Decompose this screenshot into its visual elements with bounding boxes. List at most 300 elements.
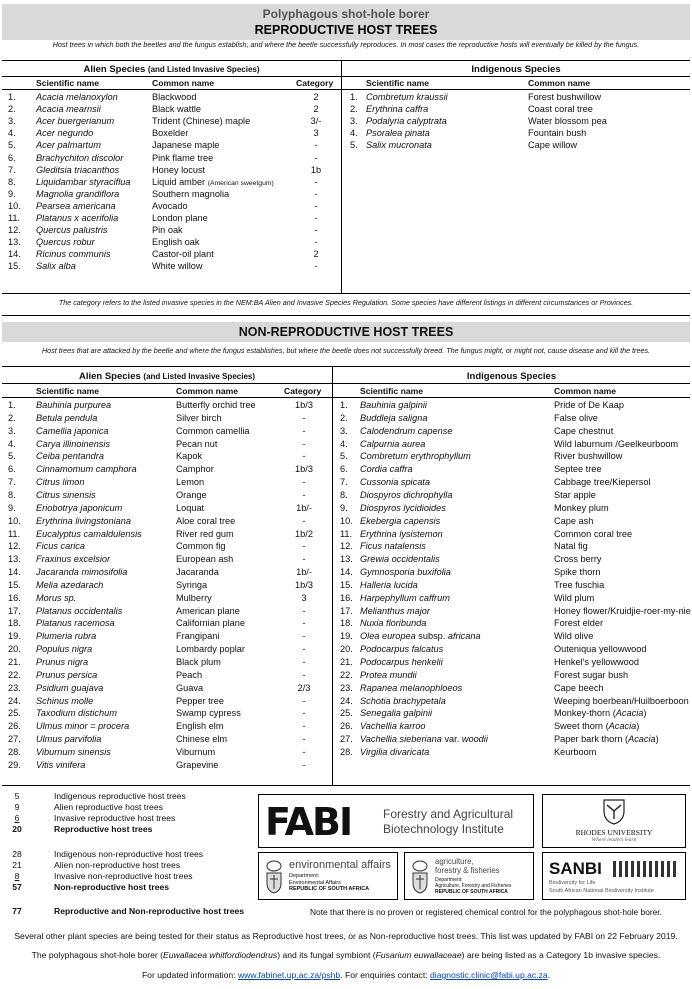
category-value: - <box>302 425 306 436</box>
scientific-name <box>360 643 443 655</box>
category-value: - <box>302 734 306 745</box>
scientific-name-text: Eriobotrya japonicum <box>36 502 123 513</box>
scientific-name <box>360 566 451 578</box>
row-number: 1. <box>340 400 348 410</box>
col-common-name: Common name <box>554 386 617 396</box>
scientific-name-text: Citrus limon <box>36 477 85 488</box>
common-name <box>554 669 628 681</box>
rhodes-name: RHODES UNIVERSITY <box>575 828 653 837</box>
common-name <box>554 412 598 424</box>
scientific-name-text: Combretum kraussii <box>366 92 448 102</box>
category-value: 1b/- <box>296 502 312 513</box>
env-name: environmental affairs <box>289 859 391 871</box>
col-common-name: Common name <box>176 386 239 396</box>
table-row <box>0 669 692 681</box>
category-value: - <box>302 541 306 552</box>
scientific-name <box>36 212 118 224</box>
rhodes-motto: Where leaders learn <box>591 837 637 843</box>
scientific-name-text: Taxodium distichum <box>36 708 117 719</box>
scientific-name <box>360 425 452 437</box>
row-number: 10. <box>340 515 353 526</box>
scientific-name-text: Morus sp. <box>36 592 77 603</box>
scientific-name-text: Melia azedarach <box>36 579 104 590</box>
row-number: 1. <box>8 92 16 102</box>
summary-row <box>6 882 170 893</box>
common-name-text: Wild olive <box>554 631 594 642</box>
row-number: 22. <box>8 669 21 680</box>
scientific-name-text: Prunus persica <box>36 669 98 680</box>
common-name <box>554 643 646 655</box>
common-name-text: Californian plane <box>176 618 245 629</box>
summary-row <box>6 824 153 835</box>
common-name-text: Black plum <box>176 657 221 667</box>
common-name-text: Cape beech <box>554 682 604 693</box>
row-number: 4. <box>8 128 16 139</box>
table-row <box>0 476 692 488</box>
row-number: 5. <box>340 451 348 462</box>
row-number: 13. <box>8 237 21 248</box>
listing-note: The polyphagous shot-hole borer (Euwallacea whitfordiodendrus) and its fungal symbiont (Fusarium euwallaceae) are being listed as a Category 1b invasive species. <box>31 950 661 960</box>
common-name-text: Butterfly orchid tree <box>176 400 256 410</box>
common-name-text: Honey flower/Kruidjie-roer-my-nie <box>554 605 691 616</box>
coat-of-arms-icon <box>263 859 285 895</box>
scientific-name-text: Podocarpus falcatus <box>360 644 444 655</box>
row-number: 26. <box>8 721 21 732</box>
env-department: Department: Environmental Affairs REPUBLIC OF SOUTH AFRICA <box>289 873 370 892</box>
row-number: 12. <box>340 541 353 552</box>
row-number: 11. <box>8 213 21 223</box>
row-number: 2. <box>340 412 348 423</box>
divider <box>2 785 690 786</box>
common-name <box>554 476 651 488</box>
email-link[interactable]: diagnostic.clinic@fabi.up.ac.za <box>430 970 548 980</box>
common-name-text: Wild plum <box>554 592 595 603</box>
scientific-name-text: Buddleja saligna <box>360 412 428 423</box>
table-row <box>0 200 692 212</box>
summary-label: Alien reproductive host trees <box>54 802 163 812</box>
scientific-name-text: Quercus palustris <box>36 225 108 236</box>
common-name <box>554 528 632 540</box>
scientific-name-text: Senegalia galpinii <box>360 708 433 719</box>
chemical-control-note: Note that there is no proven or registered chemical control for the polyphagous shot-hole borer. <box>310 907 662 917</box>
table-row <box>0 450 692 462</box>
table-row <box>0 248 692 260</box>
row-number: 9. <box>8 502 16 513</box>
common-name-text: Fountain bush <box>528 128 587 139</box>
category-value: - <box>302 708 306 719</box>
category-value: - <box>302 657 306 667</box>
row-number: 7. <box>340 477 348 488</box>
scientific-name-text: Olea europea <box>360 631 416 642</box>
table-row <box>0 733 692 745</box>
table-row <box>0 425 692 437</box>
row-number: 2. <box>8 104 16 115</box>
scientific-name-text: Bauhinia purpurea <box>36 400 112 410</box>
summary-count: 28 <box>12 849 22 859</box>
common-name-text: Sweet thorn <box>554 721 604 732</box>
nonreproductive-intro: Host trees that are attacked by the beetle and where the fungus establishes, but where the beetle does not successfully breed. The fungus might, or might not, cause disease and kill the trees. <box>41 346 651 355</box>
category-value: - <box>302 631 306 642</box>
row-number: 15. <box>340 579 353 590</box>
row-number: 13. <box>8 554 21 565</box>
title-bar <box>2 4 690 40</box>
scientific-name-text: Melianthus major <box>360 605 430 616</box>
scientific-name <box>36 248 111 260</box>
scientific-name <box>366 127 430 139</box>
scientific-name <box>360 528 443 540</box>
common-name-text: English elm <box>176 721 224 732</box>
common-name-text: Tree fuschia <box>554 579 605 590</box>
summary-row <box>6 871 193 882</box>
row-number: 24. <box>8 695 21 706</box>
category-value: - <box>314 261 318 272</box>
row-number: 12. <box>8 225 21 236</box>
agri-department: Department: Agriculture, Forestry and Fisheries REPUBLIC OF SOUTH AFRICA <box>435 877 512 895</box>
row-number: 10. <box>8 515 21 526</box>
common-name-text: Common fig <box>176 541 226 552</box>
summary-count: 77 <box>12 906 22 916</box>
common-name-text: Cabbage tree/Kiepersol <box>554 477 651 488</box>
table-row <box>0 656 692 668</box>
scientific-name <box>360 630 481 642</box>
common-name-text: Common camellia <box>176 425 250 436</box>
category-value: - <box>302 759 306 770</box>
table-row <box>0 746 692 758</box>
infraspecific-name: africana <box>447 631 481 642</box>
agri-name: agriculture, forestry & fisheries <box>435 857 500 875</box>
col-scientific-name: Scientific name <box>36 386 100 396</box>
table-row <box>0 720 692 732</box>
category-value: 1b/- <box>296 567 312 578</box>
scientific-name <box>360 669 417 681</box>
common-name <box>152 212 208 224</box>
category-value: 2 <box>313 249 319 260</box>
summary-count: 57 <box>12 882 22 892</box>
category-value: - <box>302 489 306 500</box>
common-name <box>152 248 214 260</box>
table-row <box>0 489 692 501</box>
category-value: 2 <box>313 104 319 115</box>
common-name-text: Guava <box>176 682 204 693</box>
common-name: Sweet thorn (Acacia) <box>554 721 640 732</box>
category-value: 3/- <box>310 116 322 127</box>
scientific-name <box>360 605 430 617</box>
summary-label: Indigenous non-reproductive host trees <box>54 849 204 859</box>
scientific-name-text: Diospyros dichrophylla <box>360 489 453 500</box>
common-name-text: Blackwood <box>152 92 197 102</box>
table-row <box>0 399 692 411</box>
common-name-text: Pink flame tree <box>152 152 214 163</box>
summary-label: Reproductive host trees <box>54 824 153 834</box>
rank-text: subsp. <box>418 631 446 642</box>
row-number: 25. <box>8 708 21 719</box>
scientific-name-text: Protea mundii <box>360 669 417 680</box>
scientific-name <box>360 720 426 732</box>
scientific-name-text: Cussonia spicata <box>360 477 430 488</box>
common-name-text: River red gum <box>176 528 234 539</box>
common-name <box>554 579 604 591</box>
scientific-name <box>366 103 428 115</box>
summary-row <box>6 860 181 871</box>
row-number: 29. <box>8 759 21 770</box>
infraspecific-name: woodii <box>461 734 488 745</box>
row-number: 27. <box>8 734 21 745</box>
row-number: 23. <box>8 682 21 693</box>
common-name-text: Coast coral tree <box>528 104 593 115</box>
scientific-name-text: Ricinus communis <box>36 249 111 260</box>
common-name-text: Cape ash <box>554 515 594 526</box>
common-name <box>554 566 600 578</box>
row-number: 3. <box>8 116 16 127</box>
rhodes-logo <box>542 794 686 848</box>
scientific-name-text: Schinus molle <box>36 695 94 706</box>
common-name <box>554 746 596 758</box>
scientific-name-text: Grewia occidentalis <box>360 554 440 565</box>
row-number: 18. <box>340 618 353 629</box>
row-number: 27. <box>340 734 353 745</box>
common-name <box>152 152 213 164</box>
table-row <box>0 224 692 236</box>
common-name-text: Pecan nut <box>176 438 218 449</box>
scientific-name <box>36 176 130 188</box>
col-category: Category <box>296 78 334 88</box>
table-row <box>0 502 692 514</box>
scientific-name <box>36 224 108 236</box>
genus-name: Acacia <box>608 721 637 732</box>
common-name <box>554 463 602 475</box>
common-name-text: Henkel's yellowwood <box>554 657 639 667</box>
common-name-text: Jacaranda <box>176 567 219 578</box>
common-name <box>554 553 601 565</box>
category-value: - <box>314 140 318 151</box>
common-name-text: Orange <box>176 489 207 500</box>
scientific-name <box>360 502 446 514</box>
category-value: 1b/3 <box>295 579 313 590</box>
row-number: 1. <box>8 400 16 410</box>
scientific-name <box>36 200 116 212</box>
common-name-text: Frangipani <box>176 631 220 642</box>
row-number: 28. <box>8 746 21 757</box>
scientific-name-text: Psidium guajava <box>36 682 104 693</box>
reproductive-intro: Host trees in which both the beetles and the fungus establish, and where the beetle successfully reproduces. In most cases the reproductive hosts will eventually be killed by the fungus. <box>52 40 640 49</box>
category-value: - <box>302 746 306 757</box>
common-name-text: Weeping boerbean/Huilboerboon <box>554 695 689 706</box>
common-name-text: Cape willow <box>528 140 578 151</box>
summary-count: 20 <box>12 824 22 834</box>
common-name-text: Boxelder <box>152 128 189 139</box>
testing-note: Several other plant species are being tested for their status as Reproductive host trees, or as Non-reproductive host trees. This list was updated by FABI on 22 February 2019. <box>14 931 678 941</box>
common-name <box>528 127 586 139</box>
category-value: - <box>314 213 318 223</box>
scientific-name-text: Diospyros lycidioides <box>360 502 446 513</box>
common-name <box>554 630 593 642</box>
category-value: - <box>314 188 318 199</box>
common-name: Paper bark thorn (Acacia) <box>554 734 659 745</box>
category-value: - <box>302 644 306 655</box>
row-number: 6. <box>340 464 348 475</box>
sanbi-tagline: Biodiversity for Life <box>549 880 596 886</box>
table-row <box>0 164 692 176</box>
sanbi-mark: SANBI <box>549 859 602 878</box>
common-name <box>152 188 229 200</box>
scientific-name-text: Ulmus minor = procera <box>36 721 130 732</box>
summary-label: Invasive reproductive host trees <box>54 813 176 823</box>
scientific-name <box>360 682 462 694</box>
row-number: 22. <box>340 669 353 680</box>
category-value: - <box>314 200 318 211</box>
table-row <box>0 139 692 151</box>
scientific-name <box>360 412 427 424</box>
divider <box>2 89 690 90</box>
contact-line: For updated information: www.fabinet.up.ac.za/pshb. For enquiries contact: diagnostic.clinic@fabi.up.ac.za. <box>141 970 551 980</box>
scientific-name-text: Ficus natalensis <box>360 541 426 552</box>
summary-row <box>6 849 204 860</box>
row-number: 9. <box>8 188 16 199</box>
category-value: - <box>314 176 318 187</box>
common-name-text: Liquid amber <box>152 176 206 187</box>
scientific-name <box>360 489 452 501</box>
scientific-name <box>360 695 446 707</box>
scientific-name <box>360 733 488 745</box>
row-number: 4. <box>8 438 16 449</box>
sanbi-logo <box>542 852 686 900</box>
col-common-name: Common name <box>528 78 591 88</box>
divider <box>2 397 690 398</box>
col-common-name: Common name <box>152 78 215 88</box>
summary-count: 9 <box>14 802 20 812</box>
reproductive-heading: REPRODUCTIVE HOST TREES <box>254 23 438 37</box>
divider <box>2 383 690 384</box>
category-value: 1b/3 <box>295 400 313 410</box>
common-name-text: Common coral tree <box>554 528 633 539</box>
divider <box>2 366 690 367</box>
scientific-name-text: Plumeria rubra <box>36 631 97 642</box>
common-name-text: Swamp cypress <box>176 708 241 719</box>
scientific-name-text: Jacaranda mimosifolia <box>36 567 128 578</box>
category-value: - <box>302 515 306 526</box>
row-number: 5. <box>8 140 16 151</box>
repro-indigenous-heading: Indigenous Species <box>471 64 561 75</box>
summary-count: 6 <box>14 813 20 823</box>
common-name-text: Monkey-thorn <box>554 708 611 719</box>
scientific-name-text: Populus nigra <box>36 644 93 655</box>
shield-icon <box>603 799 625 825</box>
row-number: 17. <box>8 605 21 616</box>
common-name <box>152 200 188 212</box>
category-value: 2/3 <box>297 682 311 693</box>
scientific-name-text: Cordia caffra <box>360 464 413 475</box>
common-name-text: Forest bushwillow <box>528 92 602 102</box>
common-name <box>528 115 607 127</box>
common-name <box>554 540 588 552</box>
common-name-text: Castor-oil plant <box>152 249 214 260</box>
row-number: 8. <box>8 489 16 500</box>
scientific-name-text: Gymnosporia buxifolia <box>360 567 451 578</box>
common-name <box>554 425 613 437</box>
row-number: 3. <box>340 425 348 436</box>
table-row <box>0 127 692 139</box>
coat-of-arms-icon <box>409 859 431 895</box>
row-number: 11. <box>8 528 21 539</box>
row-number: 15. <box>8 261 21 272</box>
scientific-name-text: Camellia japonica <box>36 425 109 436</box>
scientific-name-text: Erythrina lysistemon <box>360 528 443 539</box>
row-number: 13. <box>340 554 353 565</box>
common-name-text: Honey locust <box>152 164 206 175</box>
summary-label: Reproductive and Non-reproductive host trees <box>54 906 245 916</box>
row-number: 18. <box>8 618 21 629</box>
row-number: 2. <box>8 412 16 423</box>
common-name-text: Viburnum <box>176 746 216 757</box>
common-name <box>554 489 596 501</box>
scientific-name-text: Rapanea melanophloeos <box>360 682 463 693</box>
divider <box>2 76 690 77</box>
common-name-text: Kapok <box>176 451 203 462</box>
category-value: 1b/2 <box>295 528 313 539</box>
scientific-name <box>360 463 413 475</box>
scientific-name-text: Brachychiton discolor <box>36 152 124 163</box>
scientific-name-text: Prunus nigra <box>36 657 89 667</box>
common-name-text: Camphor <box>176 464 214 475</box>
common-name-text: European ash <box>176 554 234 565</box>
document-title: Polyphagous shot-hole borer <box>262 7 430 21</box>
row-number: 19. <box>8 631 21 642</box>
scientific-name <box>366 115 447 127</box>
scientific-name-text: Harpephyllum caffrum <box>360 592 450 603</box>
row-number: 20. <box>340 644 353 655</box>
genus-name: Acacia <box>615 708 644 719</box>
common-name <box>554 438 678 450</box>
common-name-text: Cross berry <box>554 554 602 565</box>
row-number: 14. <box>8 567 21 578</box>
scientific-name-text: Acer buergerianum <box>36 116 115 127</box>
scientific-name-text: Viburnum sinensis <box>36 746 111 757</box>
info-link[interactable]: www.fabinet.up.ac.za/pshb <box>237 970 341 980</box>
scientific-name-text: Vachellia karroo <box>360 721 426 732</box>
scientific-name-text: Acer negundo <box>36 128 94 139</box>
row-number: 17. <box>340 605 353 616</box>
scientific-name-text: Acacia mearnsii <box>36 104 101 115</box>
common-name <box>554 592 594 604</box>
scientific-name-text: Calodendrum capense <box>360 425 453 436</box>
scientific-name-text: Ceiba pentandra <box>36 451 104 462</box>
scientific-name-text: Salix alba <box>36 261 76 272</box>
scientific-name-text: Erythrina caffra <box>366 104 429 115</box>
row-number: 3. <box>8 425 16 436</box>
summary-row <box>6 791 186 802</box>
common-name-text: Cape chestnut <box>554 425 614 436</box>
fabi-logo <box>258 794 534 848</box>
common-name <box>554 605 691 617</box>
table-row <box>0 412 692 424</box>
row-number: 3. <box>350 116 358 127</box>
common-name <box>554 682 604 694</box>
common-name-text: Natal fig <box>554 541 588 552</box>
common-name-text: Paper bark thorn <box>554 734 623 745</box>
row-number: 16. <box>8 592 21 603</box>
scientific-name <box>360 617 426 629</box>
row-number: 5. <box>350 140 358 151</box>
table-row <box>0 515 692 527</box>
summary-row <box>6 802 163 813</box>
common-name <box>554 695 689 707</box>
category-value: - <box>302 438 306 449</box>
scientific-name <box>360 438 425 450</box>
scientific-name <box>360 553 440 565</box>
scientific-name-text: Quercus robur <box>36 237 95 248</box>
scientific-name <box>36 188 119 200</box>
common-name-text: Keurboom <box>554 746 597 757</box>
